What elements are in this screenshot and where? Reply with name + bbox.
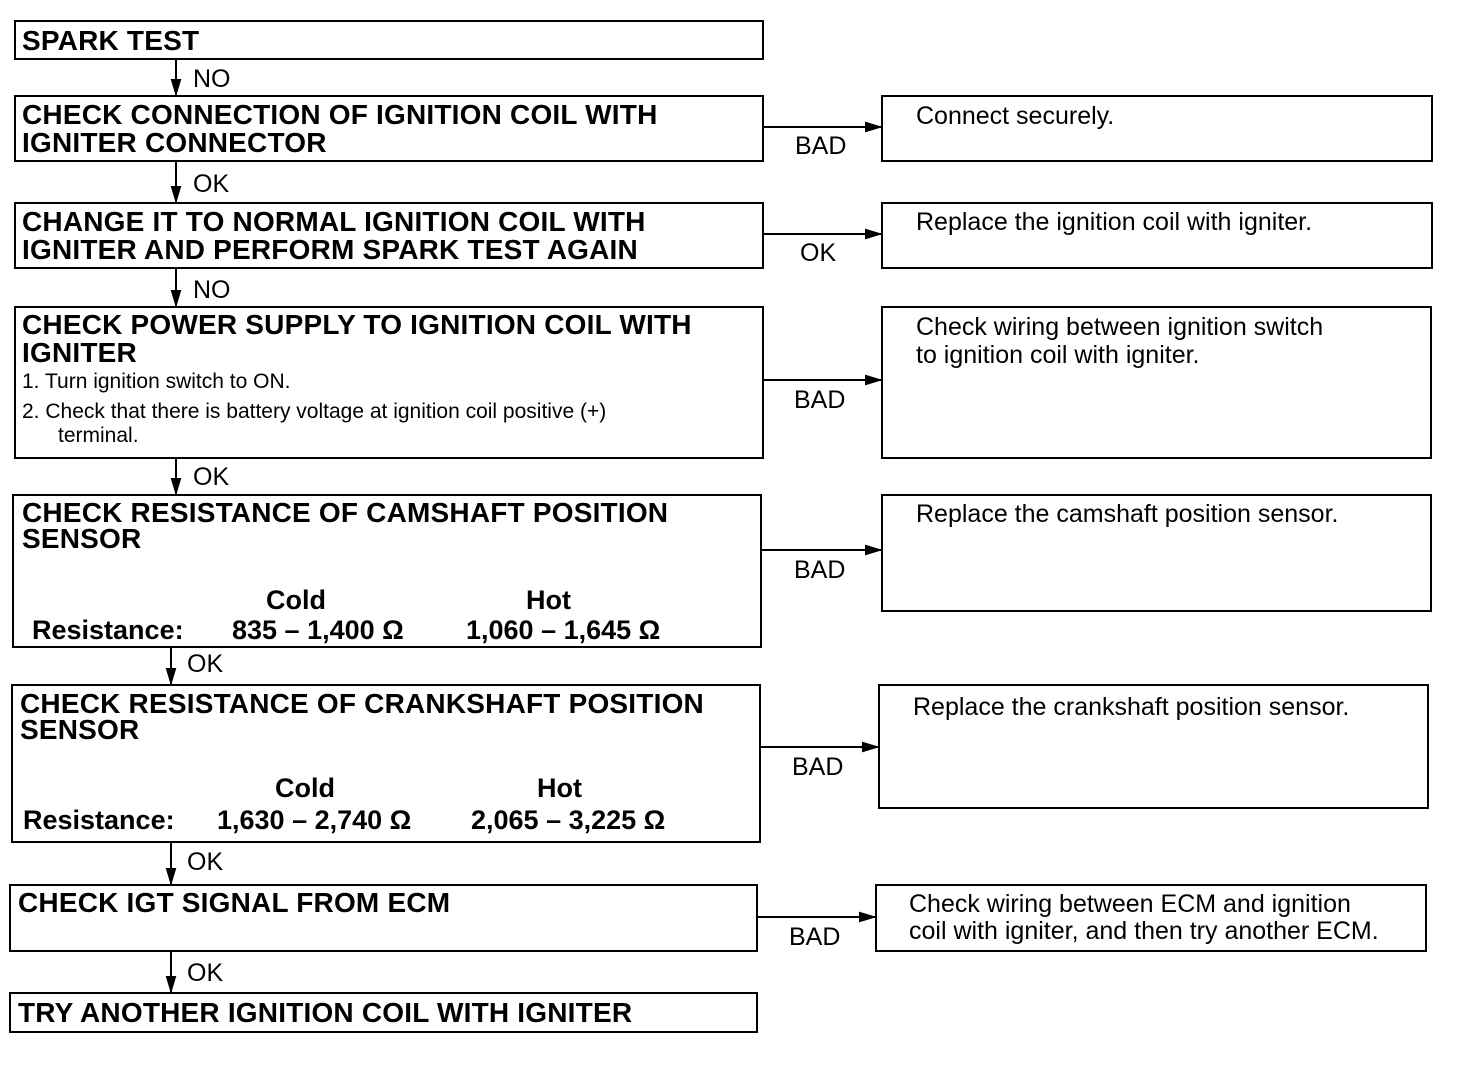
side-label: BAD xyxy=(789,923,841,951)
step-crankshaft-resistance xyxy=(11,684,761,843)
cold-heading: Cold xyxy=(275,773,335,803)
cold-heading: Cold xyxy=(266,585,326,615)
step-check-power-supply xyxy=(14,306,764,459)
side-label: OK xyxy=(800,239,837,267)
down-label: OK xyxy=(187,959,224,987)
step-try-another-coil xyxy=(9,992,758,1033)
result-replace-camshaft-sensor xyxy=(881,494,1432,612)
step-check-igt-signal xyxy=(9,884,758,952)
step-title-line: CHECK IGT SIGNAL FROM ECM xyxy=(18,887,451,918)
step-title-line: CHECK CONNECTION OF IGNITION COIL WITH xyxy=(22,99,658,130)
hot-resistance-value: 1,060 – 1,645 Ω xyxy=(466,615,661,645)
resistance-label: Resistance: xyxy=(23,805,175,835)
hot-resistance-value: 2,065 – 3,225 Ω xyxy=(471,805,666,835)
cold-resistance-value: 1,630 – 2,740 Ω xyxy=(217,805,412,835)
step-title-line: CHECK RESISTANCE OF CRANKSHAFT POSITION xyxy=(20,688,704,719)
step-title-line: IGNITER xyxy=(22,337,137,368)
result-replace-coil xyxy=(881,202,1433,269)
result-line: coil with igniter, and then try another ECM. xyxy=(909,917,1379,945)
step-spark-test xyxy=(14,20,764,60)
result-check-wiring-switch xyxy=(881,306,1432,459)
side-label: BAD xyxy=(792,753,844,781)
result-line: Check wiring between ECM and ignition xyxy=(909,890,1351,918)
step-title-line: IGNITER CONNECTOR xyxy=(22,127,327,158)
result-line: Connect securely. xyxy=(916,102,1115,130)
step-title-line: SENSOR xyxy=(20,714,140,745)
down-label: NO xyxy=(193,65,231,93)
step-title-line: CHECK POWER SUPPLY TO IGNITION COIL WITH xyxy=(22,309,692,340)
step-camshaft-resistance xyxy=(12,494,762,648)
down-label: OK xyxy=(193,170,230,198)
side-label: BAD xyxy=(795,132,847,160)
down-label: OK xyxy=(187,848,224,876)
hot-heading: Hot xyxy=(526,585,571,615)
result-check-wiring-ecm xyxy=(875,884,1427,952)
step-title-line: CHECK RESISTANCE OF CAMSHAFT POSITION xyxy=(22,497,669,528)
down-label: OK xyxy=(187,650,224,678)
step-title-line: SENSOR xyxy=(22,523,142,554)
instruction-line: 2. Check that there is battery voltage at ignition coil positive (+) xyxy=(22,400,607,423)
side-label: BAD xyxy=(794,386,846,414)
result-connect-securely xyxy=(881,95,1433,162)
down-label: NO xyxy=(193,276,231,304)
result-line: Replace the camshaft position sensor. xyxy=(916,500,1339,528)
result-line: Replace the ignition coil with igniter. xyxy=(916,208,1313,236)
instruction-line: terminal. xyxy=(58,424,139,447)
step-title-line: TRY ANOTHER IGNITION COIL WITH IGNITER xyxy=(18,997,633,1028)
instruction-line: 1. Turn ignition switch to ON. xyxy=(22,370,291,393)
step-title-line: IGNITER AND PERFORM SPARK TEST AGAIN xyxy=(22,234,638,265)
step-check-connection xyxy=(14,95,764,162)
result-line: to ignition coil with igniter. xyxy=(916,341,1200,369)
down-label: OK xyxy=(193,463,230,491)
result-line: Check wiring between ignition switch xyxy=(916,313,1324,341)
cold-resistance-value: 835 – 1,400 Ω xyxy=(232,615,404,645)
result-replace-crankshaft-sensor xyxy=(878,684,1429,809)
hot-heading: Hot xyxy=(537,773,582,803)
resistance-label: Resistance: xyxy=(32,615,184,645)
result-line: Replace the crankshaft position sensor. xyxy=(913,693,1350,721)
step-change-coil xyxy=(14,202,764,269)
step-title-line: CHANGE IT TO NORMAL IGNITION COIL WITH xyxy=(22,206,646,237)
side-label: BAD xyxy=(794,556,846,584)
step-title-line: SPARK TEST xyxy=(22,25,200,56)
